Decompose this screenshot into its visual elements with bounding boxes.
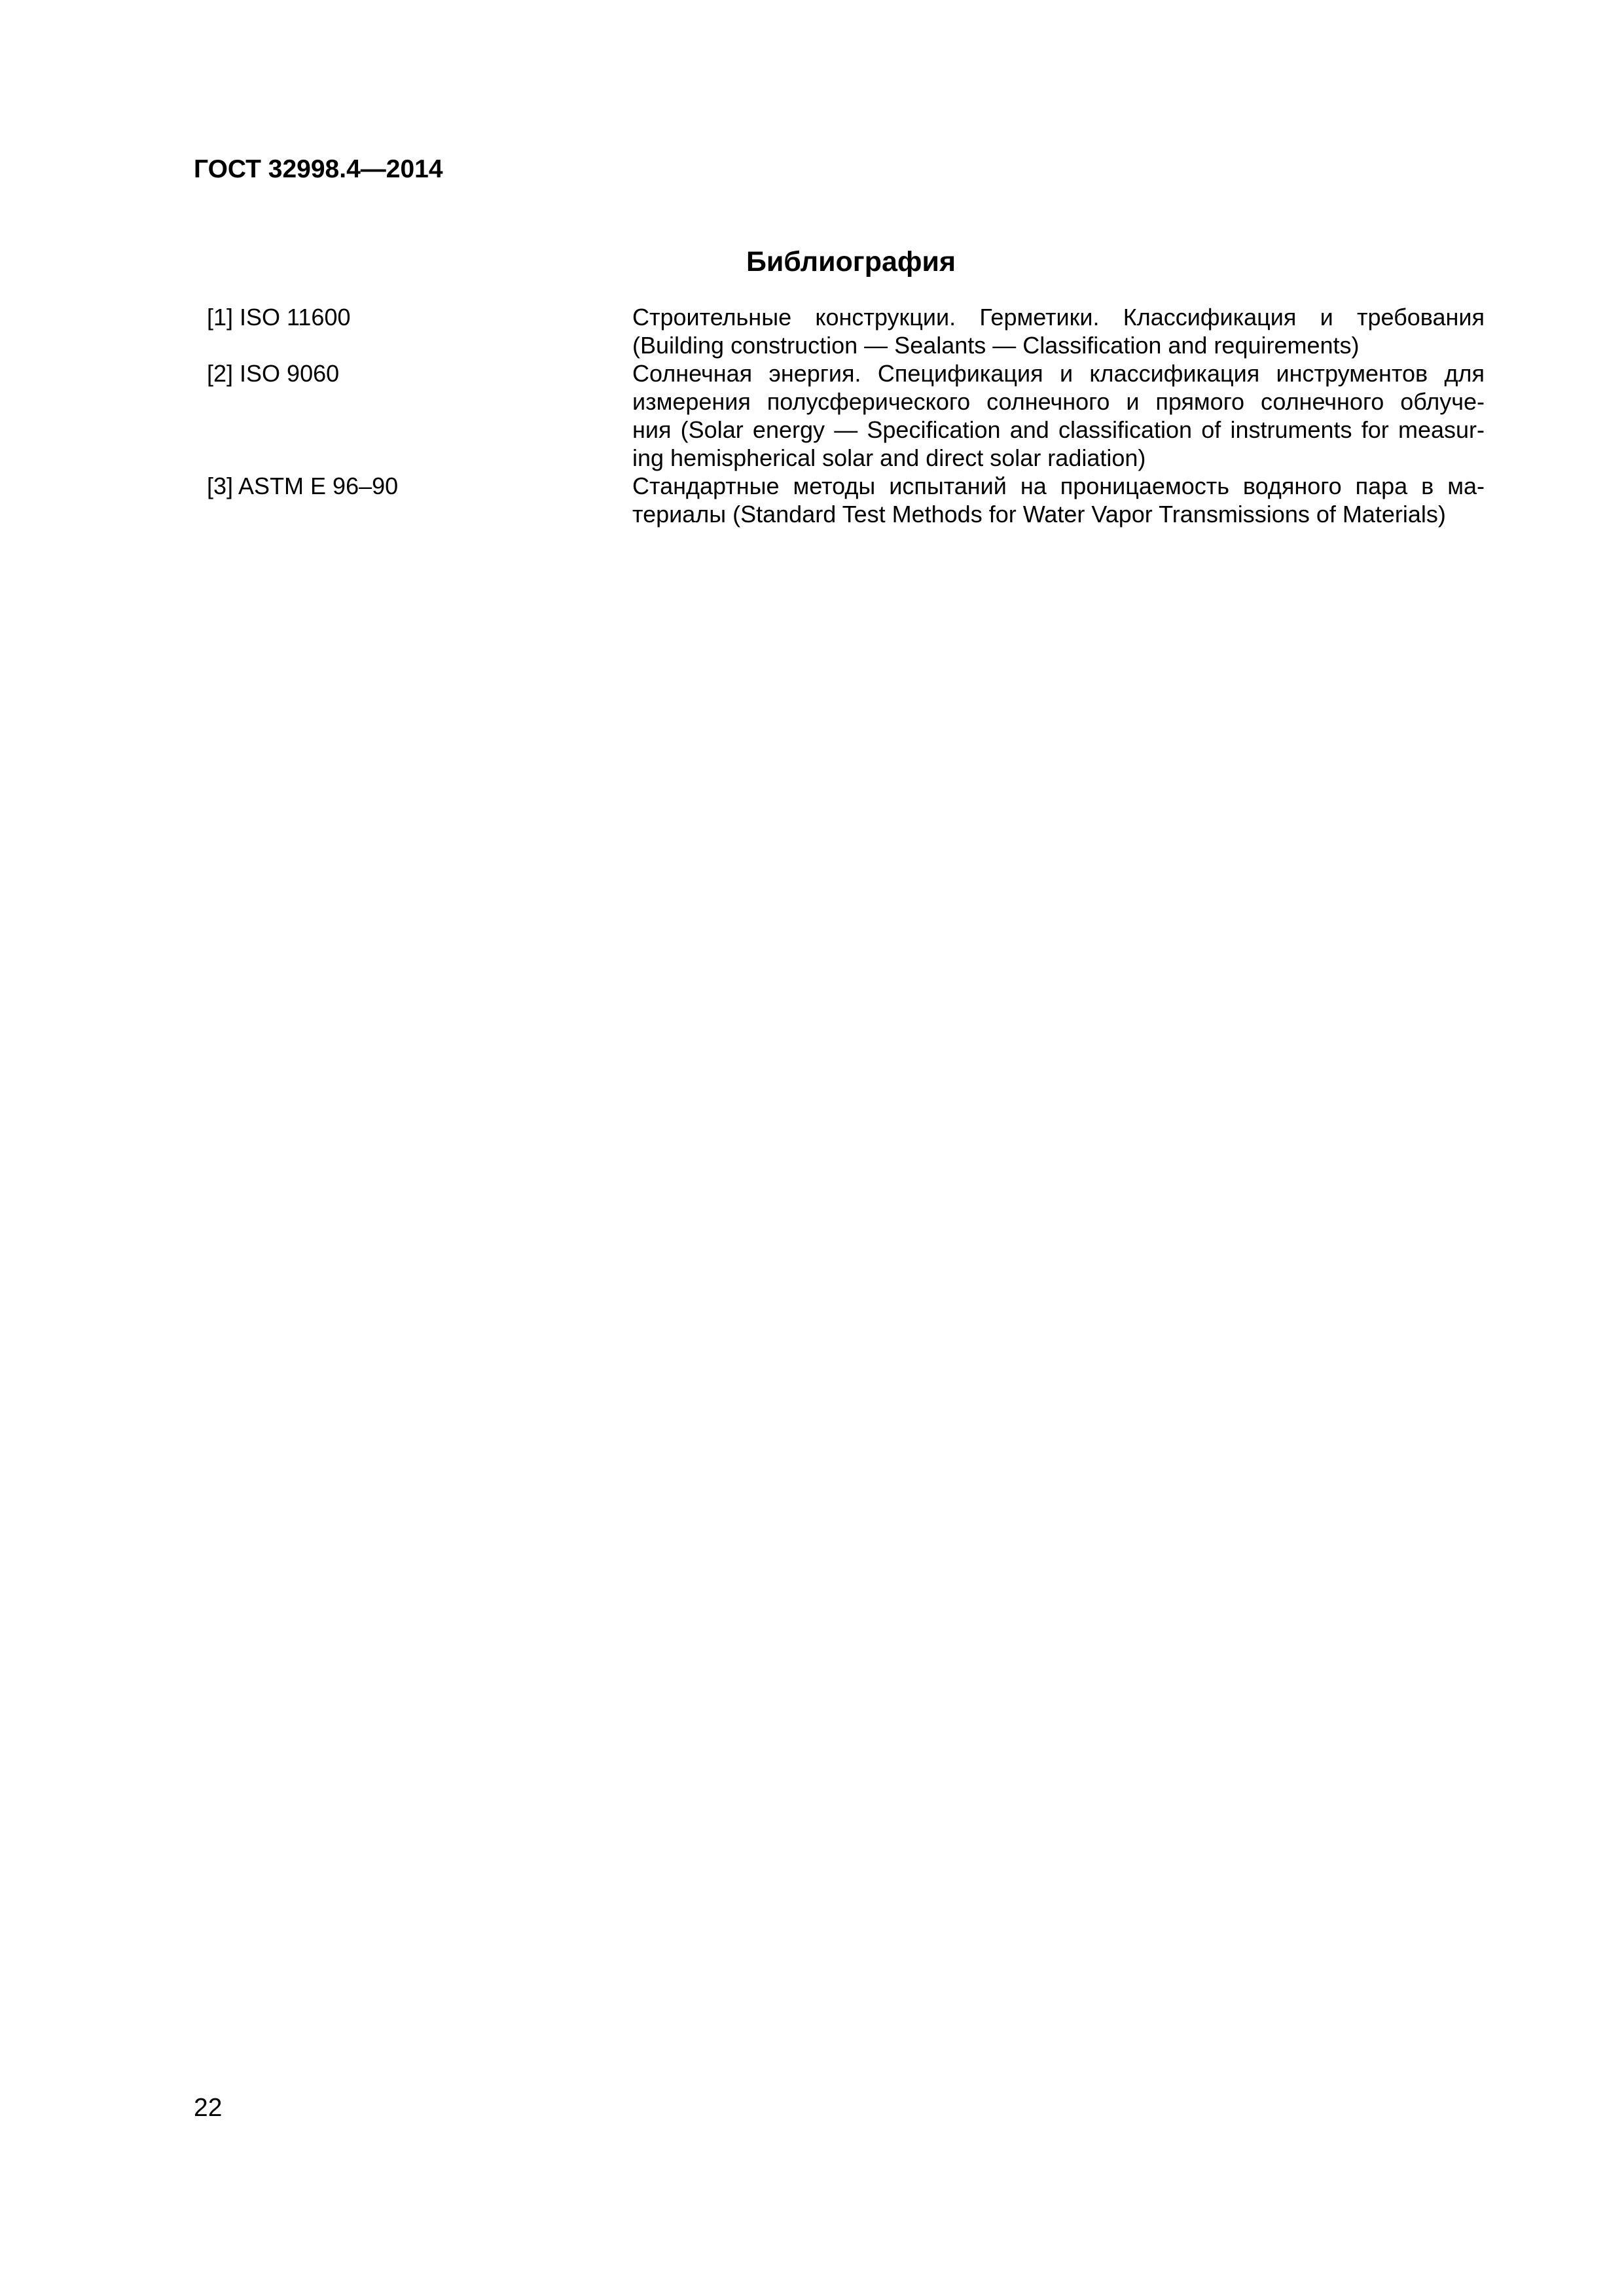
bibliography-title: Библиография	[746, 246, 956, 278]
bibliography-entry-2	[207, 359, 1503, 472]
bibliography-description	[632, 472, 1485, 528]
page-number: 22	[194, 2094, 223, 2122]
bibliography-ref: [1] ISO 11600	[207, 304, 351, 331]
description-line: Стандартные методы испытаний на проницаемость водяного пара в ма-	[632, 473, 1485, 499]
description-line: териалы (Standard Test Methods for Water Vapor Transmissions of Materials)	[632, 501, 1446, 528]
bibliography-ref: [3] ASTM E 96–90	[207, 473, 399, 499]
description-line: измерения полусферического солнечного и прямого солнечного облуче-	[632, 388, 1485, 415]
description-line: ния (Solar energy — Specification and classification of instruments for measur-	[632, 416, 1485, 443]
description-line: (Building construction — Sealants — Classification and requirements)	[632, 332, 1360, 359]
description-line: Солнечная энергия. Спецификация и классификация инструментов для	[632, 360, 1485, 387]
bibliography-entry-1	[207, 303, 1503, 359]
document-code: ГОСТ 32998.4—2014	[194, 155, 443, 183]
bibliography-ref: [2] ISO 9060	[207, 360, 340, 387]
description-line: ing hemispherical solar and direct solar radiation)	[632, 444, 1146, 471]
description-line: Строительные конструкции. Герметики. Классификация и требования	[632, 304, 1485, 331]
bibliography-description	[632, 359, 1485, 472]
bibliography-entry-3	[207, 472, 1503, 528]
bibliography-description	[632, 303, 1485, 359]
bibliography-list	[207, 303, 1503, 528]
